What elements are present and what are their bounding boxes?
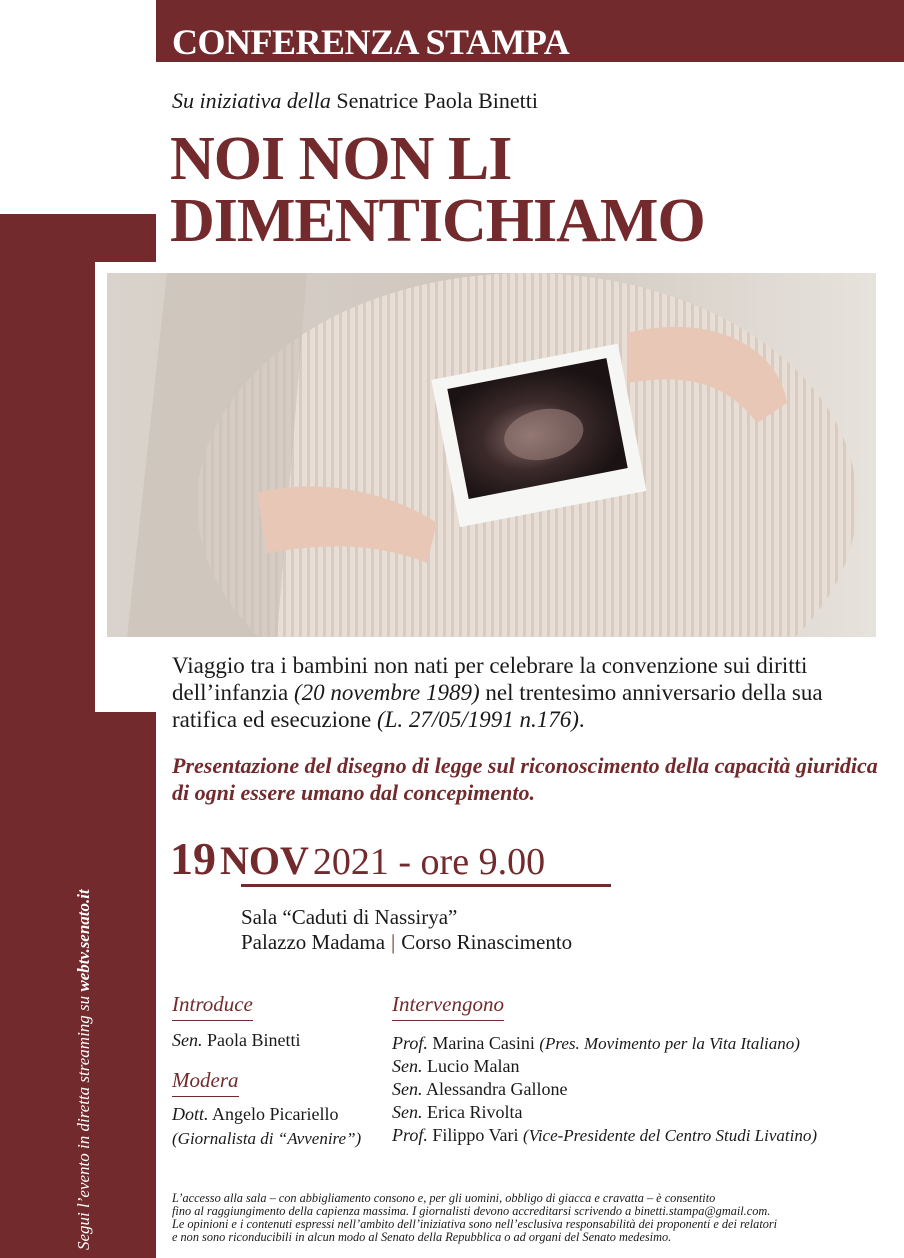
date-day: 19 xyxy=(170,833,216,884)
footer-line: Le opinioni e i contenuti espressi nell’ambito dell’iniziativa sono nell’esclusiva responsabilità dei proponenti e dei relatori xyxy=(172,1217,778,1231)
speaker-name: Erica Rivolta xyxy=(427,1102,523,1122)
speaker-title: Prof. xyxy=(392,1125,428,1145)
speakers-heading: Intervengono xyxy=(392,992,504,1021)
introducer xyxy=(172,1029,301,1052)
venue-room: Sala “Caduti di Nassirya” xyxy=(241,905,458,929)
speaker-title: Sen. xyxy=(392,1079,423,1099)
streaming-prefix: Segui l’evento in diretta streaming su xyxy=(74,995,93,1250)
moderator xyxy=(172,1103,339,1126)
footer-line: L’accesso alla sala – con abbigliamento consono e, per gli uomini, obbligo di giacca e cravatta – è consentito xyxy=(172,1191,716,1205)
description-part-1: Viaggio tra i bambini non nati per celebrare la convenzione sui diritti dell’infanzia xyxy=(172,653,808,705)
date-month: NOV xyxy=(220,838,309,883)
speaker-name: Marina Casini xyxy=(432,1033,535,1053)
speaker-item xyxy=(392,1078,567,1101)
date-underline xyxy=(241,884,611,887)
event-description xyxy=(172,652,888,733)
description-law-ref: (L. 27/05/1991 n.176) xyxy=(376,707,579,732)
description-part-2: nel trentesimo anniversario della sua ratifica ed esecuzione xyxy=(172,680,823,732)
introducer-name: Paola Binetti xyxy=(207,1030,301,1050)
footer-disclaimer xyxy=(172,1192,892,1244)
initiative-line xyxy=(172,88,538,114)
speaker-item xyxy=(392,1101,522,1124)
hero-photo xyxy=(107,273,876,637)
speaker-title: Prof. xyxy=(392,1033,428,1053)
footer-line: e non sono riconducibili in alcun modo al Senato della Repubblica o ad organi del Senato medesimo. xyxy=(172,1230,672,1244)
speaker-title: Sen. xyxy=(392,1056,423,1076)
title-line-2: DIMENTICHIAMO xyxy=(170,187,705,255)
date-year-time: 2021 - ore 9.00 xyxy=(312,841,546,883)
venue xyxy=(241,905,572,955)
moderator-name: Angelo Picariello xyxy=(212,1104,339,1124)
header-bar xyxy=(156,0,904,62)
description-end: . xyxy=(578,707,585,732)
speaker-item xyxy=(392,1055,519,1078)
presentation-text: Presentazione del disegno di legge sul riconoscimento della capacità giuridica di ogni essere umano dal concepimento. xyxy=(172,753,878,805)
initiative-intro: Su iniziativa della xyxy=(172,88,331,113)
venue-street: Corso Rinascimento xyxy=(401,930,573,954)
venue-separator: | xyxy=(391,930,396,954)
speaker-title: Sen. xyxy=(392,1102,423,1122)
speaker-role: (Vice-Presidente del Centro Studi Livatino) xyxy=(523,1126,817,1145)
speaker-item xyxy=(392,1124,817,1147)
streaming-notice xyxy=(74,820,94,1250)
initiative-name: Senatrice Paola Binetti xyxy=(336,88,538,113)
speaker-item xyxy=(392,1032,800,1055)
introducer-title: Sen. xyxy=(172,1030,203,1050)
header-title: CONFERENZA STAMPA xyxy=(172,22,570,62)
title-line-1: NOI NON LI xyxy=(170,125,512,193)
page-title xyxy=(170,125,705,255)
introduce-heading: Introduce xyxy=(172,992,253,1021)
streaming-link[interactable]: webtv.senato.it xyxy=(74,889,93,992)
moderator-role: (Giornalista di “Avvenire”) xyxy=(172,1129,362,1148)
speaker-name: Lucio Malan xyxy=(427,1056,520,1076)
speaker-role: (Pres. Movimento per la Vita Italiano) xyxy=(539,1034,800,1053)
speaker-name: Filippo Vari xyxy=(432,1125,519,1145)
ultrasound-photo-illustration xyxy=(107,273,876,637)
speaker-name: Alessandra Gallone xyxy=(426,1079,568,1099)
footer-line: fino al raggiungimento della capienza massima. I giornalisti devono accreditarsi scrivendo a binetti.stampa@gmail.com. xyxy=(172,1204,771,1218)
moderator-heading: Modera xyxy=(172,1068,239,1097)
venue-building: Palazzo Madama xyxy=(241,930,386,954)
moderator-title: Dott. xyxy=(172,1104,209,1124)
description-date-ref: (20 novembre 1989) xyxy=(293,680,480,705)
event-date xyxy=(170,832,545,885)
